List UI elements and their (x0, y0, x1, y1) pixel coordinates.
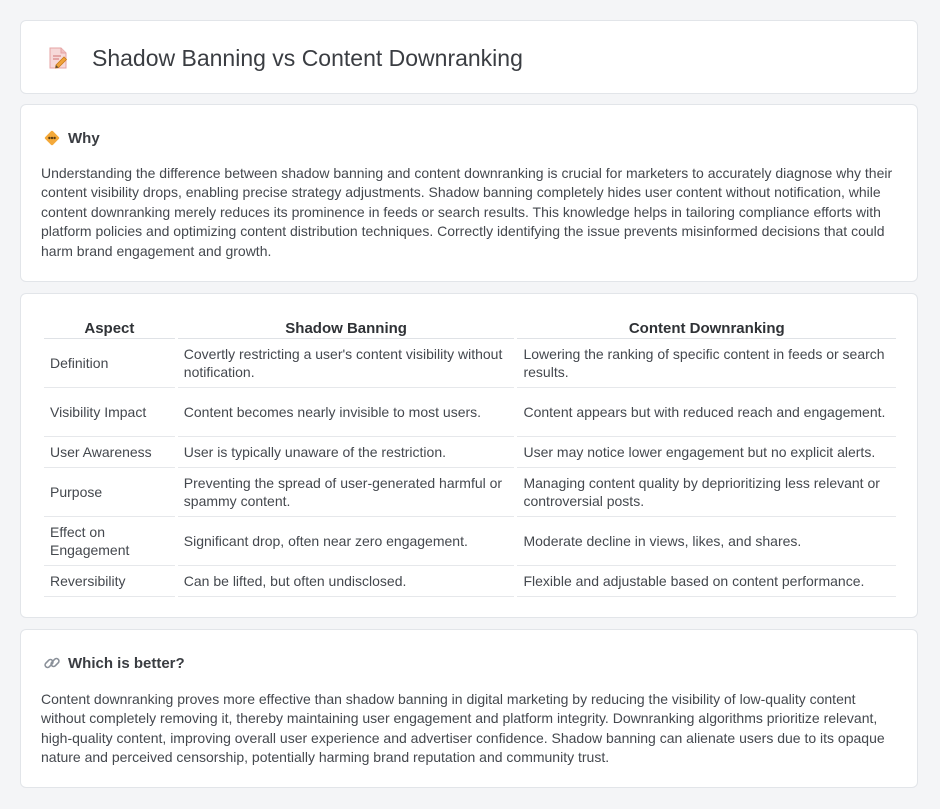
table-cell: Managing content quality by deprioritizing less relevant or controversial posts. (517, 468, 896, 517)
column-header: Content Downranking (517, 316, 896, 339)
table-cell: Significant drop, often near zero engagement. (178, 517, 515, 566)
table-row (44, 566, 896, 597)
table-cell: Effect on Engagement (44, 517, 175, 566)
table-cell: Content appears but with reduced reach and engagement. (517, 388, 896, 437)
table-cell: Purpose (44, 468, 175, 517)
table-cell: Moderate decline in views, likes, and shares. (517, 517, 896, 566)
column-header: Shadow Banning (178, 316, 515, 339)
table-cell: Lowering the ranking of specific content in feeds or search results. (517, 339, 896, 388)
table-cell: Preventing the spread of user-generated harmful or spammy content. (178, 468, 515, 517)
column-header: Aspect (44, 316, 175, 339)
why-text: Understanding the difference between shadow banning and content downranking is crucial for marketers to accurately diagnose why their content visibility drops, enabling precise strategy adjustments. Shadow banning completely hides user content without notification, while content downranking merely reduces its prominence in feeds or search results. This knowledge helps in tailoring compliance efforts with platform policies and optimizing content distribution techniques. Correctly identifying the issue prevents misinformed decisions that could harm brand engagement and growth. (41, 165, 893, 259)
table-row (44, 468, 896, 517)
table-row (44, 517, 896, 566)
table-cell: Visibility Impact (44, 388, 175, 437)
table-header-row (44, 316, 896, 339)
document-edit-icon (47, 46, 69, 70)
why-heading-row (43, 127, 100, 149)
why-section (20, 104, 918, 282)
better-heading: Which is better? (68, 654, 185, 672)
title-card (20, 20, 918, 94)
table-cell: User may notice lower engagement but no explicit alerts. (517, 437, 896, 468)
table-cell: User Awareness (44, 437, 175, 468)
better-heading-row (43, 652, 185, 674)
table-cell: Can be lifted, but often undisclosed. (178, 566, 515, 597)
table-cell: Flexible and adjustable based on content performance. (517, 566, 896, 597)
comparison-table (41, 316, 899, 597)
table-cell: Content becomes nearly invisible to most users. (178, 388, 515, 437)
table-cell: Definition (44, 339, 175, 388)
comparison-section (20, 293, 918, 618)
table-row (44, 339, 896, 388)
link-icon (43, 654, 61, 672)
page-title: Shadow Banning vs Content Downranking (92, 45, 523, 71)
table-row (44, 437, 896, 468)
why-heading: Why (68, 129, 100, 147)
table-cell: Reversibility (44, 566, 175, 597)
table-row (44, 388, 896, 437)
table-cell: User is typically unaware of the restriction. (178, 437, 515, 468)
better-text: Content downranking proves more effective than shadow banning in digital marketing by reducing the visibility of low-quality content without completely removing it, thereby maintaining user engagement and platform integrity. Downranking algorithms prioritize relevant, high-quality content, improving overall user experience and advertiser confidence. Shadow banning can alienate users due to its opaque nature and perceived censorship, potentially harming brand reputation and community trust. (41, 691, 885, 766)
which-is-better-section (20, 629, 918, 788)
table-cell: Covertly restricting a user's content visibility without notification. (178, 339, 515, 388)
diamond-warning-icon (43, 129, 61, 147)
